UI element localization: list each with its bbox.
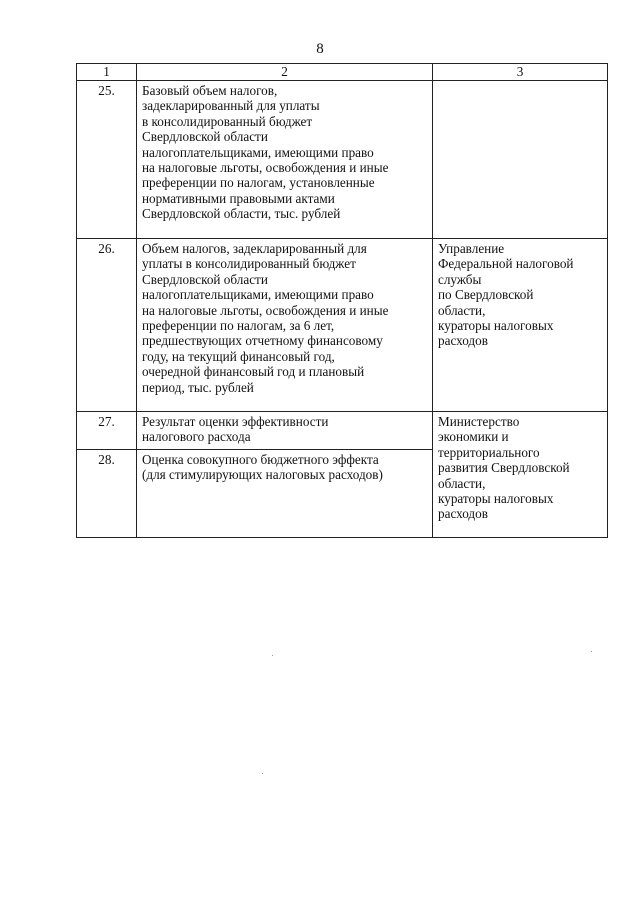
row-number: 26. <box>77 239 137 412</box>
text-line: уплаты в консолидированный бюджет <box>142 256 356 272</box>
text-line: Управление <box>438 241 505 256</box>
indicators-table <box>76 63 608 538</box>
header-col-1: 1 <box>77 64 137 81</box>
page-number: 8 <box>316 41 324 57</box>
text-line: расходов <box>438 506 488 522</box>
text-line: территориального <box>438 444 540 460</box>
text-line: преференции по налогам, за 6 лет, <box>142 318 335 334</box>
text-line: области, <box>438 302 486 318</box>
scan-speck <box>591 651 592 652</box>
text-line: на налоговые льготы, освобождения и иные <box>142 302 389 318</box>
text-line: Свердловской области, тыс. рублей <box>142 206 341 222</box>
text-line: нормативными правовыми актами <box>142 190 335 206</box>
responsible-empty <box>433 81 608 239</box>
text-line: кураторы налоговых <box>438 318 554 334</box>
text-line: кураторы налоговых <box>438 491 554 507</box>
indicator-name <box>137 450 433 538</box>
table-row <box>77 81 608 239</box>
text-line: области, <box>438 475 486 491</box>
indicator-name <box>137 239 433 412</box>
header-col-2: 2 <box>137 64 433 81</box>
text-line: Министерство <box>438 414 520 429</box>
table-header-row <box>77 64 608 81</box>
scan-speck <box>272 655 273 656</box>
text-line: налогового расхода <box>142 429 251 445</box>
text-line: задекларированный для уплаты <box>142 98 320 114</box>
text-line: Свердловской области <box>142 271 268 287</box>
indicator-name <box>137 81 433 239</box>
text-line: налогоплательщиками, имеющими право <box>142 287 374 303</box>
responsible-party-merged <box>433 412 608 538</box>
text-line: Федеральной налоговой <box>438 256 574 272</box>
text-line: развития Свердловской <box>438 460 570 476</box>
text-line: период, тыс. рублей <box>142 379 254 395</box>
header-col-3: 3 <box>433 64 608 81</box>
text-line: предшествующих отчетному финансовому <box>142 333 383 349</box>
text-line: расходов <box>438 333 488 349</box>
row-number: 25. <box>77 81 137 239</box>
row-number: 28. <box>77 450 137 538</box>
text-line: Базовый объем налогов, <box>142 83 278 98</box>
text-line: Свердловской области <box>142 129 268 145</box>
row-number: 27. <box>77 412 137 450</box>
table-row <box>77 412 608 450</box>
text-line: по Свердловской <box>438 287 534 303</box>
text-line: Объем налогов, задекларированный для <box>142 241 367 256</box>
text-line: Результат оценки эффективности <box>142 414 329 429</box>
scan-speck <box>262 773 263 774</box>
text-line: Оценка совокупного бюджетного эффекта <box>142 452 379 467</box>
text-line: налогоплательщиками, имеющими право <box>142 144 374 160</box>
text-line: (для стимулирующих налоговых расходов) <box>142 467 383 483</box>
text-line: экономики и <box>438 429 509 445</box>
text-line: преференции по налогам, установленные <box>142 175 375 191</box>
text-line: очередной финансовый год и плановый <box>142 364 365 380</box>
text-line: в консолидированный бюджет <box>142 113 313 129</box>
responsible-party <box>433 239 608 412</box>
text-line: году, на текущий финансовый год, <box>142 348 335 364</box>
indicator-name <box>137 412 433 450</box>
table-row <box>77 239 608 412</box>
text-line: на налоговые льготы, освобождения и иные <box>142 160 389 176</box>
text-line: службы <box>438 271 482 287</box>
